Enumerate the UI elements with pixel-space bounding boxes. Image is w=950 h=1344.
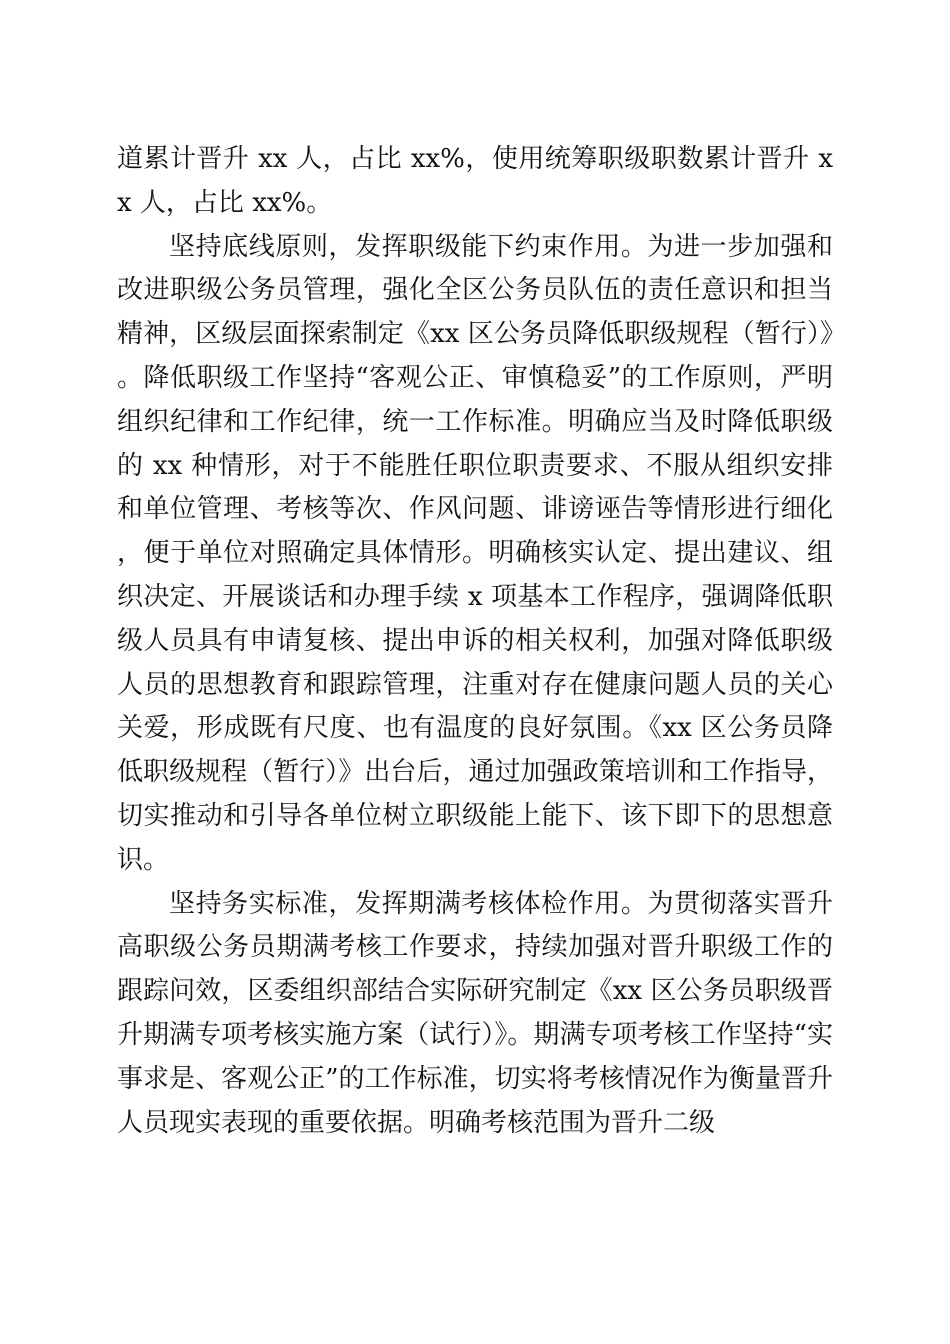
document-page	[117, 138, 833, 1145]
paragraph-bottom-line-principle: 坚持底线原则，发挥职级能下约束作用。为进一步加强和改进职级公务员管理，强化全区公务员队伍的责任意识和担当精神，区级层面探索制定《xx 区公务员降低职级规程（暂行）》。降低职级工作坚持“客观公正、审慎稳妥”的工作原则，严明组织纪律和工作纪律，统一工作标准。明确应当及时降低职级的 xx 种情形，对于不能胜任职位职责要求、不服从组织安排和单位管理、考核等次、作风问题、诽谤诬告等情形进行细化，便于单位对照确定具体情形。明确核实认定、提出建议、组织决定、开展谈话和办理手续 x 项基本工作程序，强调降低职级人员具有申请复核、提出申诉的相关权利，加强对降低职级人员的思想教育和跟踪管理，注重对存在健康问题人员的关心关爱，形成既有尺度、也有温度的良好氛围。《xx 区公务员降低职级规程（暂行）》出台后，通过加强政策培训和工作指导，切实推动和引导各单位树立职级能上能下、该下即下的思想意识。	[117, 231, 833, 875]
paragraph-continuation: 道累计晋升 xx 人，占比 xx%，使用统筹职级职数累计晋升 xx 人，占比 xx%。	[117, 144, 833, 218]
paragraph-practical-standard: 坚持务实标准，发挥期满考核体检作用。为贯彻落实晋升高职级公务员期满考核工作要求，持续加强对晋升职级工作的跟踪问效，区委组织部结合实际研究制定《xx 区公务员职级晋升期满专项考核实施方案（试行）》。期满专项考核工作坚持“实事求是、客观公正”的工作标准，切实将考核情况作为衡量晋升人员现实表现的重要依据。明确考核范围为晋升二级	[117, 888, 833, 1138]
